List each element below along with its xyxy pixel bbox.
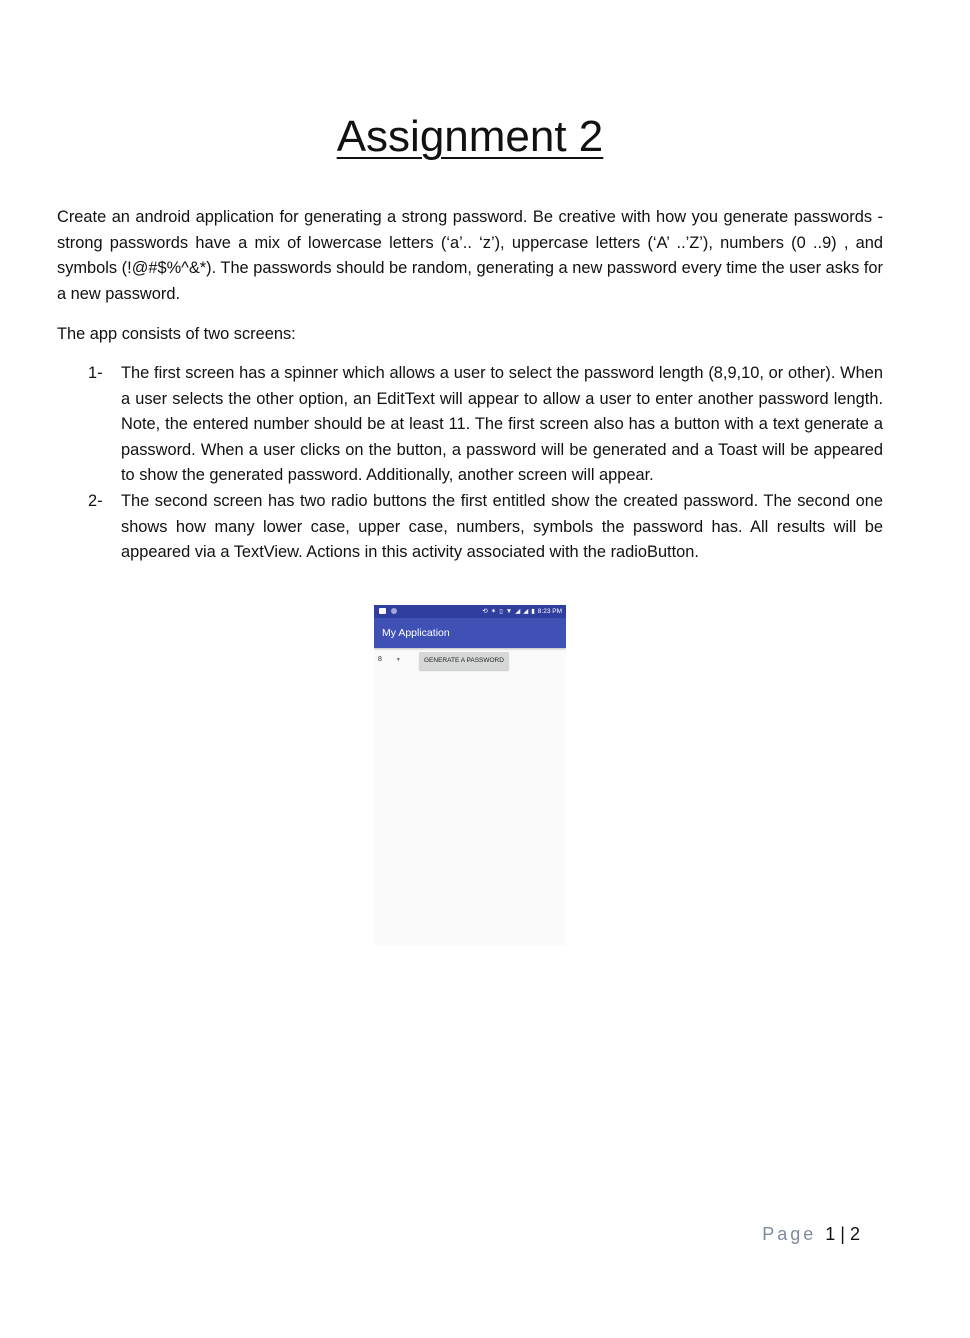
list-item: [57, 489, 883, 566]
page-title: [0, 112, 940, 162]
screens-list: [57, 361, 883, 566]
length-spinner[interactable]: [378, 656, 401, 663]
bluetooth-icon: ✶: [490, 608, 497, 615]
screens-intro: The app consists of two screens:: [57, 325, 296, 343]
page-number: 1: [825, 1224, 836, 1244]
phone-screenshot: [374, 605, 566, 945]
wifi-icon: ▼: [505, 608, 513, 615]
app-bar: [374, 618, 566, 648]
page-total: 2: [849, 1224, 860, 1244]
list-item-number: 2-: [88, 491, 103, 510]
page-label: Page: [762, 1224, 817, 1244]
page-separator: |: [840, 1224, 845, 1244]
vibrate-icon: ▯: [499, 608, 503, 615]
status-time: 8:23 PM: [537, 608, 562, 615]
spinner-value: 8: [378, 656, 382, 663]
dropdown-arrow-icon: ▼: [395, 656, 401, 663]
battery-icon: ▮: [531, 608, 535, 615]
list-item: [57, 361, 883, 489]
app-notification-icon: [391, 608, 397, 614]
signal-icon: ◢: [523, 608, 529, 615]
signal-icon: ◢: [515, 608, 521, 615]
generate-password-button[interactable]: GENERATE A PASSWORD: [419, 652, 509, 670]
intro-paragraph: Create an android application for generating a strong password. Be creative with how you generate passwords - strong passwords have a mix of lowercase letters (‘a’.. ‘z’), uppercase letters (‘A’ ..’Z’), numbers (0 ..9) , and symbols (!@#$%^&*). The passwords should be random, generating a new password every time the user asks for a new password.: [57, 208, 883, 303]
page-footer: [762, 1224, 860, 1245]
sync-icon: ⟲: [482, 608, 488, 615]
content-row: [374, 648, 566, 674]
page-title-text: Assignment 2: [336, 112, 604, 161]
app-title: My Application: [382, 627, 450, 639]
notification-icon: [379, 608, 386, 614]
list-item-text: The second screen has two radio buttons the first entitled show the created password. The second one shows how many lower case, upper case, numbers, symbols the password has. All results will be appeared via a TextView. Actions in this activity associated with the radioButton.: [121, 491, 883, 562]
list-item-text: The first screen has a spinner which allows a user to select the password length (8,9,10, or other). When a user selects the other option, an EditText will appear to allow a user to enter another password length. Note, the entered number should be at least 11. The first screen also has a button with a text generate a password. When a user clicks on the button, a password will be generated and a Toast will be appeared to show the generated password. Additionally, another screen will appear.: [121, 364, 883, 485]
list-item-number: 1-: [88, 364, 103, 382]
status-bar: [374, 605, 566, 618]
